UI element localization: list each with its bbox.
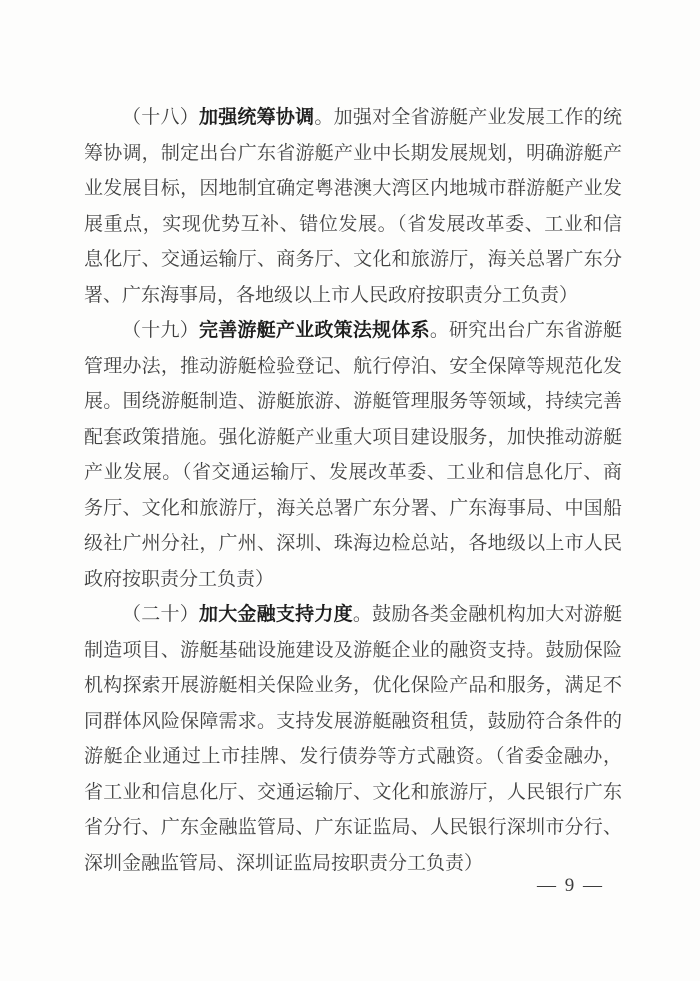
text-line: 息化厅、交通运输厅、商务厅、文化和旅游厅，海关总署广东分 xyxy=(84,249,622,270)
text-line: 游艇企业通过上市挂牌、发行债券等方式融资。（省委金融办， xyxy=(84,746,622,767)
text-line: 级社广州分社，广州、深圳、珠海边检总站，各地级以上市人民 xyxy=(84,533,622,554)
paragraph-clause-20 xyxy=(84,597,622,881)
paragraph-first-line xyxy=(84,313,622,349)
paragraph-first-line xyxy=(84,597,622,633)
text-line: 配套政策措施。强化游艇产业重大项目建设服务，加快推动游艇 xyxy=(84,426,622,448)
clause-heading: 完善游艇产业政策法规体系 xyxy=(198,320,430,341)
text-line: 同群体风险保障需求。支持发展游艇融资租赁，鼓励符合条件的 xyxy=(84,710,622,732)
text-line: 省分行、广东金融监管局、广东证监局、人民银行深圳市分行、 xyxy=(84,817,622,838)
text-line: 省工业和信息化厅、交通运输厅、文化和旅游厅，人民银行广东 xyxy=(84,781,622,803)
clause-text: 。加强对全省游艇产业发展工作的统 xyxy=(314,107,622,128)
clause-text: 。研究出台广东省游艇 xyxy=(429,320,622,341)
text-line: 务厅、文化和旅游厅，海关总署广东分署、广东海事局、中国船 xyxy=(84,497,622,519)
clause-number: （十八） xyxy=(122,107,199,128)
text-line: 产业发展。（省交通运输厅、发展改革委、工业和信息化厅、商 xyxy=(84,462,622,483)
clause-number: （十九） xyxy=(122,320,199,341)
paragraph-clause-18 xyxy=(84,100,622,313)
clause-text: 。鼓励各类金融机构加大对游艇 xyxy=(352,604,622,625)
page-number: — 9 — xyxy=(537,875,604,896)
clause-number: （二十） xyxy=(122,604,199,625)
clause-heading: 加强统筹协调 xyxy=(198,107,315,128)
clause-heading: 加大金融支持力度 xyxy=(198,604,353,625)
text-line: 展。围绕游艇制造、游艇旅游、游艇管理服务等领域，持续完善 xyxy=(84,391,622,412)
paragraph-first-line xyxy=(84,100,622,136)
text-line: 管理办法，推动游艇检验登记、航行停泊、安全保障等规范化发 xyxy=(84,355,622,377)
document-body xyxy=(84,100,622,881)
text-line: 政府按职责分工负责） xyxy=(84,568,275,590)
text-line: 深圳金融监管局、深圳证监局按职责分工负责） xyxy=(84,852,484,874)
text-line: 业发展目标，因地制宜确定粤港澳大湾区内地城市群游艇产业发 xyxy=(84,178,622,199)
text-line: 制造项目、游艇基础设施建设及游艇企业的融资支持。鼓励保险 xyxy=(84,639,622,661)
text-line: 署、广东海事局，各地级以上市人民政府按职责分工负责） xyxy=(84,284,579,306)
text-line: 筹协调，制定出台广东省游艇产业中长期发展规划，明确游艇产 xyxy=(84,142,622,164)
paragraph-clause-19 xyxy=(84,313,622,597)
text-line: 展重点，实现优势互补、错位发展。（省发展改革委、工业和信 xyxy=(84,213,622,235)
text-line: 机构探索开展游艇相关保险业务，优化保险产品和服务，满足不 xyxy=(84,675,622,696)
